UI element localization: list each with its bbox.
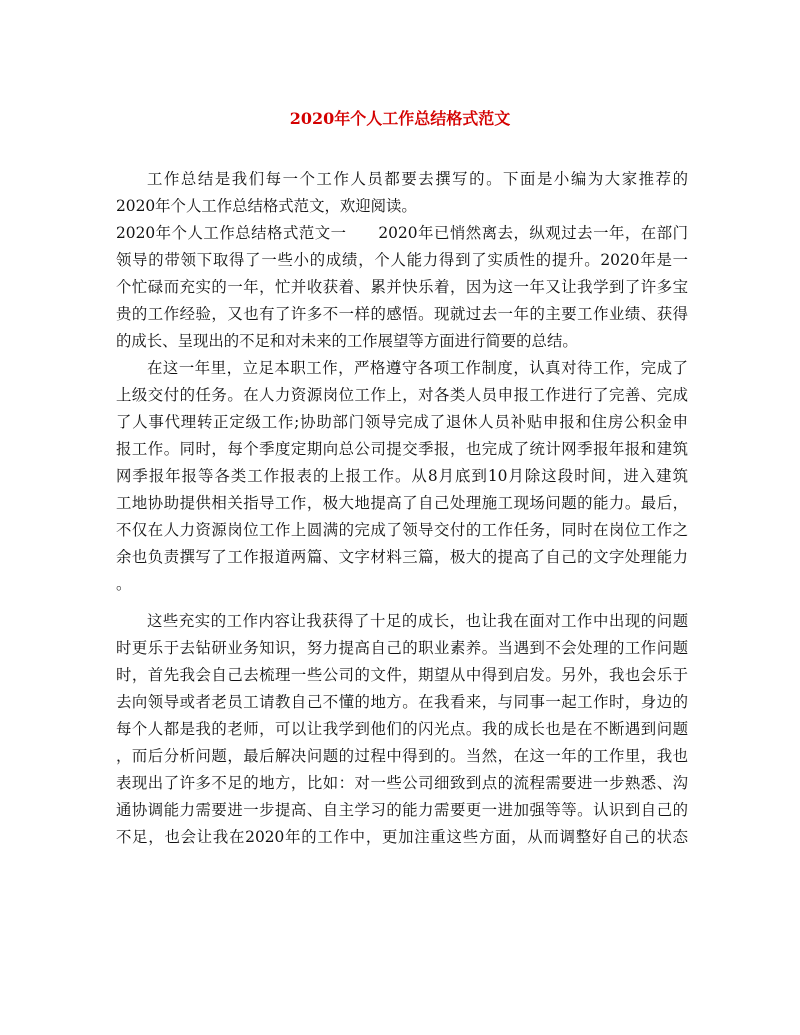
text-line: 贵的工作经验，又也有了许多不一样的感悟。现就过去一年的主要工作业绩、获得 bbox=[116, 305, 688, 323]
text-line: 上级交付的任务。在人力资源岗位工作上，对各类人员申报工作进行了完善、完成 bbox=[116, 386, 688, 404]
text-line: 了人事代理转正定级工作;协助部门领导完成了退休人员补贴申报和住房公积金申 bbox=[116, 413, 688, 431]
text-line: 不足，也会让我在2020年的工作中，更加注重这些方面，从而调整好自己的状态 bbox=[116, 828, 688, 846]
text-line: 余也负责撰写了工作报道两篇、文字材料三篇，极大的提高了自己的文字处理能力 bbox=[116, 548, 688, 566]
text-line: 不仅在人力资源岗位工作上圆满的完成了领导交付的工作任务，同时在岗位工作之 bbox=[116, 521, 688, 539]
text-line: 的成长、呈现出的不足和对未来的工作展望等方面进行简要的总结。 bbox=[116, 332, 578, 350]
text-line: 在这一年里，立足本职工作，严格遵守各项工作制度，认真对待工作，完成了 bbox=[147, 359, 688, 377]
text-line: 通协调能力需要进一步提高、自主学习的能力需要更一进加强等等。认识到自己的 bbox=[116, 801, 688, 819]
text-line: 工作总结是我们每一个工作人员都要去撰写的。下面是小编为大家推荐的 bbox=[147, 170, 688, 188]
text-line: 2020年个人工作总结格式范文，欢迎阅读。 bbox=[116, 197, 417, 215]
text-line: 工地协助提供相关指导工作，极大地提高了自己处理施工现场问题的能力。最后， bbox=[116, 494, 688, 512]
text-line: 个忙碌而充实的一年，忙并收获着、累并快乐着，因为这一年又让我学到了许多宝 bbox=[116, 278, 688, 296]
text-line: 去向领导或者老员工请教自己不懂的地方。在我看来，与同事一起工作时，身边的 bbox=[116, 693, 688, 711]
text-line: 每个人都是我的老师，可以让我学到他们的闪光点。我的成长也是在不断遇到问题 bbox=[116, 720, 688, 738]
text-line: 时更乐于去钻研业务知识，努力提高自己的职业素养。当遇到不会处理的工作问题 bbox=[116, 639, 688, 657]
text-line: 。 bbox=[116, 575, 132, 593]
text-line: 报工作。同时，每个季度定期向总公司提交季报，也完成了统计网季报年报和建筑 bbox=[116, 440, 688, 458]
text-line: ，而后分析问题，最后解决问题的过程中得到的。当然，在这一年的工作里，我也 bbox=[116, 747, 688, 765]
document-body bbox=[116, 166, 688, 851]
document-title: 2020年个人工作总结格式范文 bbox=[289, 109, 511, 128]
text-line: 领导的带领下取得了一些小的成绩，个人能力得到了实质性的提升。2020年是一 bbox=[116, 251, 688, 269]
text-line: 2020年个人工作总结格式范文一 2020年已悄然离去，纵观过去一年，在部门 bbox=[116, 224, 688, 242]
text-line: 表现出了许多不足的地方，比如：对一些公司细致到点的流程需要进一步熟悉、沟 bbox=[116, 774, 688, 792]
text-line: 时，首先我会自己去梳理一些公司的文件，期望从中得到启发。另外，我也会乐于 bbox=[116, 666, 688, 684]
text-line: 这些充实的工作内容让我获得了十足的成长，也让我在面对工作中出现的问题 bbox=[147, 612, 688, 630]
paragraph-gap bbox=[116, 598, 688, 608]
text-line: 网季报年报等各类工作报表的上报工作。从8月底到10月除这段时间，进入建筑 bbox=[116, 467, 688, 485]
